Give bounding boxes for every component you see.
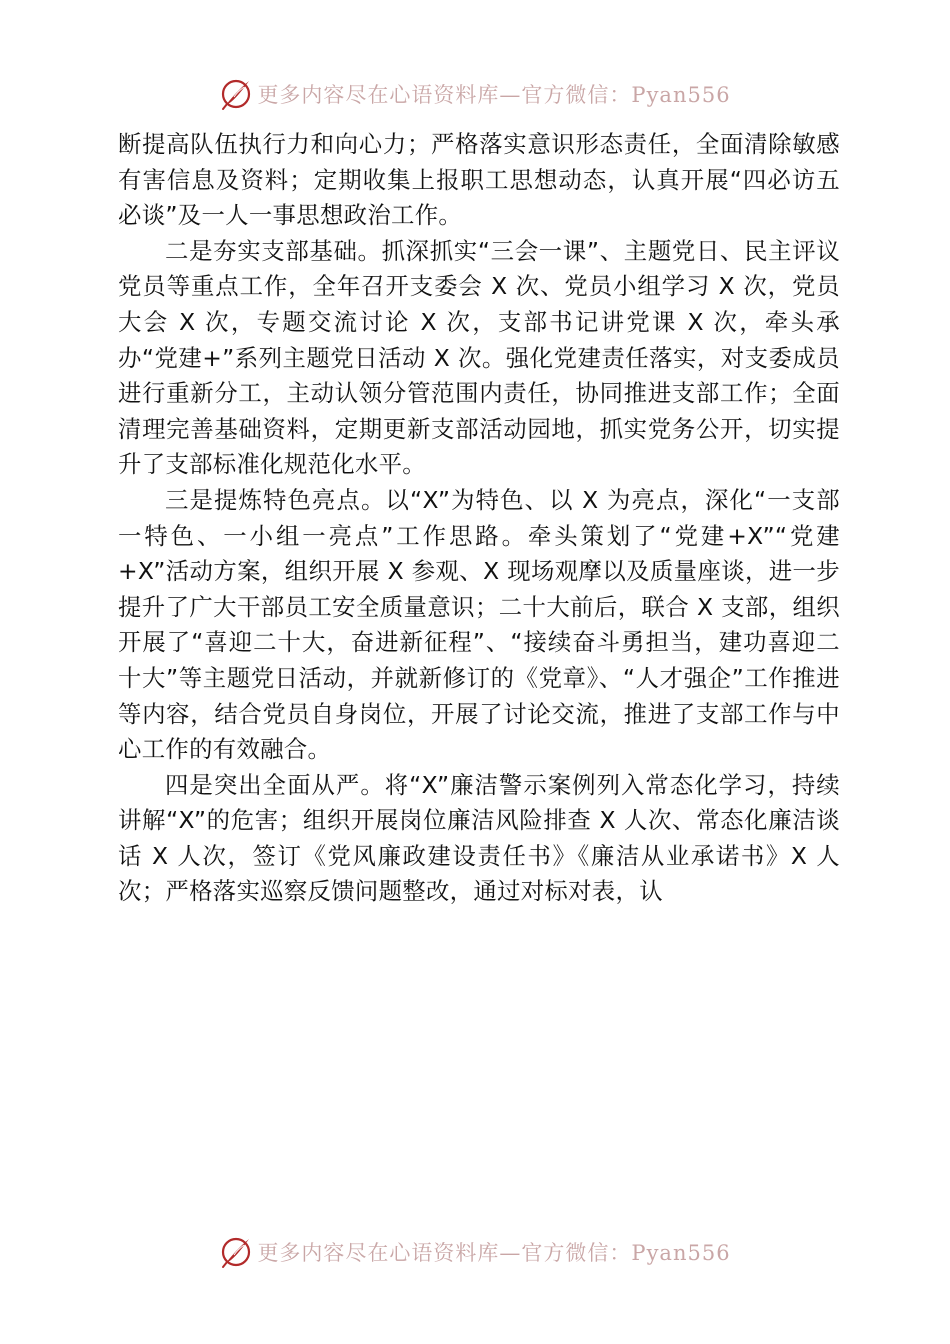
watermark-text: 更多内容尽在心语资料库—官方微信：Pyan556 — [257, 83, 731, 107]
paragraph-text: 抓深抓实“三会一课”、主题党日、民主评议党员等重点工作，全年召开支委会 X 次、党员小组学习 X 次，党员大会 X 次，专题交流讨论 X 次，支部书记讲党课 X 次，牵头承办“党建+”系列主题党日活动 X 次。强化党建责任落实，对支委成员进行重新分工，主动认领分管范围内责任，协同推进支部工作；全面清理完善基础资料，定期更新支部活动园地，抓实党务公开，切实提升了支部标准化规范化水平。 — [118, 236, 841, 479]
paragraph-item-2 — [118, 234, 840, 483]
paragraph-lead: 二是夯实支部基础。 — [165, 236, 382, 265]
paragraph-text: 将“X”廉洁警示案例列入常态化学习，持续讲解“X”的危害；组织开展岗位廉洁风险排查 X 人次、常态化廉洁谈话 X 人次，签订《党风廉政建设责任书》《廉洁从业承诺书》X 人次；严格落实巡察反馈问题整改，通过对标对表，认 — [118, 770, 840, 906]
paragraph-continuation — [118, 127, 840, 234]
paragraph-item-3 — [118, 483, 840, 768]
paragraph-lead: 四是突出全面从严。 — [165, 770, 385, 799]
quill-pen-logo-icon — [219, 77, 253, 111]
watermark-text: 更多内容尽在心语资料库—官方微信：Pyan556 — [257, 1241, 731, 1265]
paragraph-item-4 — [118, 768, 840, 910]
footer-watermark — [0, 1232, 950, 1272]
header-watermark — [0, 74, 950, 114]
quill-pen-logo-icon — [219, 1235, 253, 1269]
paragraph-lead: 三是提炼特色亮点。 — [165, 485, 386, 514]
paragraph-text: 断提高队伍执行力和向心力；严格落实意识形态责任，全面清除敏感有害信息及资料；定期收集上报职工思想动态，认真开展“四必访五必谈”及一人一事思想政治工作。 — [118, 130, 840, 230]
paragraph-text: 以“X”为特色、以 X 为亮点，深化“一支部一特色、一小组一亮点”工作思路。牵头策划了“党建+X”“党建+X”活动方案，组织开展 X 参观、X 现场观摩以及质量座谈，进一步提升了广大干部员工安全质量意识；二十大前后，联合 X 支部，组织开展了“喜迎二十大，奋进新征程”、“接续奋斗勇担当，建功喜迎二十大”等主题党日活动，并就新修订的《党章》、“人才强企”工作推进等内容，结合党员自身岗位，开展了讨论交流，推进了支部工作与中心工作的有效融合。 — [118, 485, 840, 764]
document-body — [118, 127, 840, 910]
